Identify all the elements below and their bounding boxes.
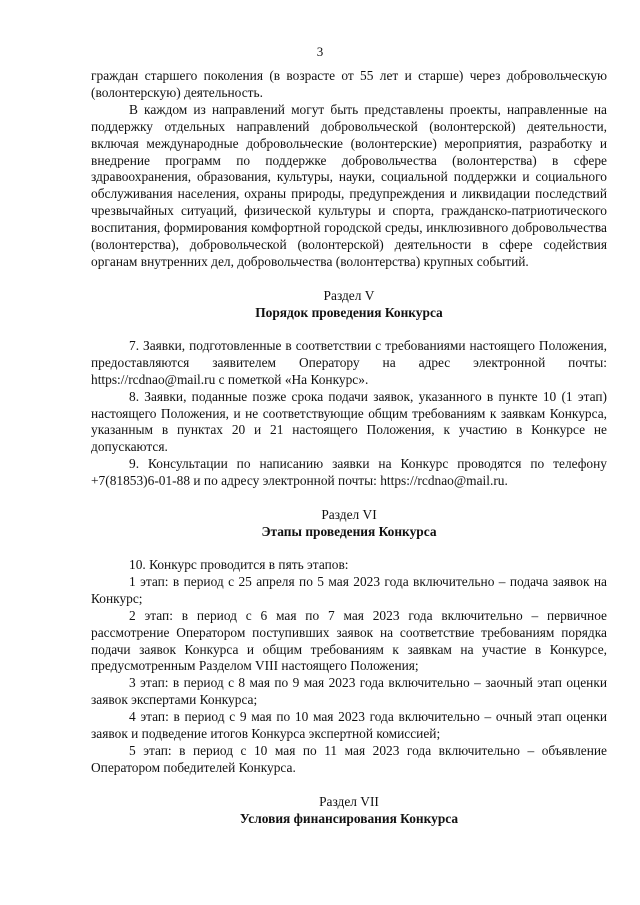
page-number: 3 xyxy=(316,44,324,59)
paragraph-continuation: граждан старшего поколения (в возрасте от 55 лет и старше) через добровольческую (волонтерскую) деятельность. xyxy=(91,68,607,100)
section-5-title: Порядок проведения Конкурса xyxy=(255,304,443,320)
paragraph-stage-2: 2 этап: в период с 6 мая по 7 мая 2023 года включительно – первичное рассмотрение Оператором поступивших заявок на соответствие требованиям порядка подачи заявок Конкурса и общим требованиям к заявкам на участие в Конкурсе, предусмотренным Разделом VIII настоящего Положения; xyxy=(91,607,607,674)
document-body xyxy=(91,68,607,827)
paragraph-item-8: 8. Заявки, поданные позже срока подачи заявок, указанного в пункте 10 (1 этап) настоящего Положения, и не соответствующие общим требованиям к заявкам Конкурса, указанным в пунктах 20 и 21 настоящего Положения, к участию в Конкурсе не допускаются. xyxy=(91,388,607,455)
section-6-title: Этапы проведения Конкурса xyxy=(261,524,437,540)
paragraph-stage-4: 4 этап: в период с 9 мая по 10 мая 2023 года включительно – очный этап оценки заявок и подведение итогов Конкурса экспертной комиссией; xyxy=(91,709,607,742)
paragraph-stage-3: 3 этап: в период с 8 мая по 9 мая 2023 года включительно – заочный этап оценки заявок экспертами Конкурса; xyxy=(91,675,607,708)
section-6-label: Раздел VI xyxy=(321,507,377,523)
section-7-title: Условия финансирования Конкурса xyxy=(239,810,459,826)
section-7-label: Раздел VII xyxy=(319,793,379,809)
paragraph-directions: В каждом из направлений могут быть представлены проекты, направленные на поддержку отдельных направлений добровольческой (волонтерской) деятельности, включая международные добровольческие (волонтерские) мероприятия, разработку и внедрение программ по поддержке добровольчества (волонтерства) в сфере здравоохранения, образования, культуры, науки, социальной поддержки и социального обслуживания населения, охраны природы, предупреждения и ликвидации последствий чрезвычайных ситуаций, физической культуры и спорта, гражданско-патриотического воспитания, формирования комфортной городской среды, инклюзивного добровольчества (волонтерства), добровольческой (волонтерской) деятельности в сфере содействия органам внутренних дел, добровольчества (волонтерства) крупных событий. xyxy=(91,101,607,269)
section-5-label: Раздел V xyxy=(323,287,375,303)
paragraph-item-7: 7. Заявки, подготовленные в соответствии с требованиями настоящего Положения, предоставляются заявителем Оператору на адрес электронной почты: https://rcdnao@mail.ru с пометкой «На Конкурс». xyxy=(91,337,607,387)
paragraph-item-9: 9. Консультации по написанию заявки на Конкурс проводятся по телефону +7(81853)6-01-88 и по адресу электронной почты: https://rcdnao@mail.ru. xyxy=(91,456,607,489)
paragraph-stage-1: 1 этап: в период с 25 апреля по 5 мая 2023 года включительно – подача заявок на Конкурс; xyxy=(91,573,607,606)
paragraph-item-10: 10. Конкурс проводится в пять этапов: xyxy=(129,557,349,573)
paragraph-stage-5: 5 этап: в период с 10 мая по 11 мая 2023 года включительно – объявление Оператором победителей Конкурса. xyxy=(91,743,607,775)
